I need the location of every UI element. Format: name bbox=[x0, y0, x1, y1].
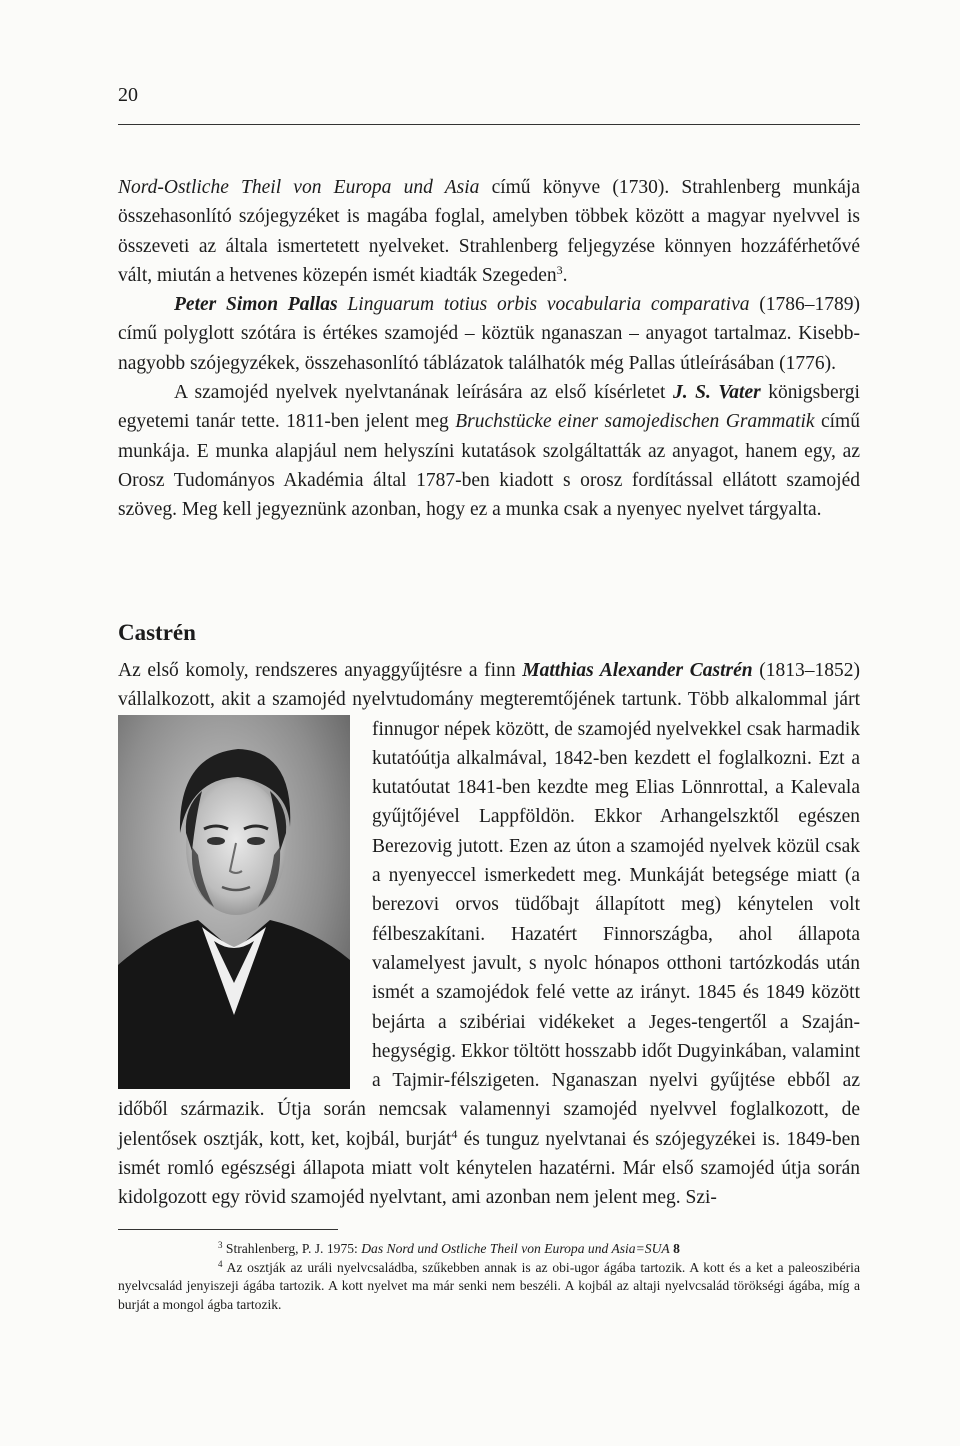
paragraph-text: A szamojéd nyelvek nyelvtanának leírására az első kísérletet bbox=[174, 382, 673, 404]
footnote-page: 8 bbox=[669, 1241, 680, 1256]
footnote-4 bbox=[118, 1259, 860, 1315]
paragraph-end: . bbox=[562, 264, 568, 286]
book-title: Nord-Ostliche Theil von Europa und Asia bbox=[118, 177, 480, 198]
paragraph-vater bbox=[118, 378, 860, 524]
paragraph-text: königsbergi egyetemi tanár tette. 1811-ben jelent meg bbox=[118, 382, 860, 433]
paragraph-pallas bbox=[118, 290, 860, 378]
paragraph-text: Az első komoly, rendszeres anyaggyűjtésre a finn bbox=[118, 660, 523, 681]
paragraph-text: és tunguz nyelvtanai és szójegyzékei is. 1849-ben ismét romló egészségi állapota miatt volt kénytelen hazatérni. Már első szamojéd útja során kidolgozott egy rövid szamojéd nyelvtant, ami azonban nem jelent meg. Szi- bbox=[118, 1128, 860, 1209]
paragraph-text: (1813–1852) vállalkozott, akit a szamojéd nyelvtudomány megteremtőjének tartunk. Több alkalommal járt finnugor népek között, de szamojéd nyelvekkel csak harmadik kutatóútja alkalmával, 1842-ben kezdett el foglalkozni. Ezt a kutatóutat 1841-ben kezdte meg Elias Lönnrottal, a Kalevala gyűjtőjével Lappföldön. Ekkor Arhangelszktől egészen Berezovig jutott. Ezen az úton a szamojéd nyelvek közül csak a nyenyeccel ismerkedett meg. Munkáját betegsége miatt (a berezovi orvos tüdőbajt állapított meg) kénytelen volt félbeszakítani. Hazatért Finnországba, ahol állapota valamelyest javult, s nyolc hónapos otthoni tartózkodás után ismét a szamojédok felé vette az irányt. 1845 és 1849 között bejárta a szibériai vidékeket a Jeges-tengertől a Szaján-hegységig. Ekkor töltött hosszabb időt Dugyinkában, valamint a Tajmir-félszigeten. Nganaszan nyelvi gyűjtése ebből az időből származik. Útja során nemcsak valamennyi szamojéd nyelvvel foglalkozott, de jelentősek osztják, kott, ket, kojbál, burját bbox=[118, 660, 860, 1150]
paragraph-text: (1786–1789) című polyglott szótára is értékes szamojéd – köztük nganaszan – anyagot tartalmaz. Kisebb-nagyobb szójegyzékek, összehasonlító táblázatok találhatók még Pallas útleírásában (1776). bbox=[118, 294, 861, 374]
footnote-text: Strahlenberg, P. J. 1975: bbox=[225, 1241, 362, 1256]
footnote-ref-4[interactable]: 4 bbox=[451, 1126, 458, 1141]
footnotes bbox=[118, 1240, 860, 1314]
author-name: Peter Simon Pallas bbox=[174, 294, 338, 316]
footnote-ref-3[interactable]: 3 bbox=[556, 262, 563, 277]
person-name: Matthias Alexander Castrén bbox=[522, 660, 753, 681]
section-heading: Castrén bbox=[118, 620, 196, 645]
paragraph-text: című munkája. E munka alapjául nem helyszíni kutatások szolgáltatták az anyagot, hanem egy, az Orosz Tudományos Akadémia által 1787-ben kiadott s orosz fordítással ellátott szamojéd szöveg. Meg kell jegyeznünk azonban, hogy ez a munka csak a nyenyec nyelvet tárgyalta. bbox=[118, 411, 860, 521]
header-rule bbox=[118, 124, 860, 125]
work-title: Linguarum totius orbis vocabularia comparativa bbox=[347, 294, 750, 316]
portrait-image bbox=[118, 715, 350, 1089]
paragraph-text: című könyve (1730). Strahlenberg munkája összehasonlító szójegyzéket is magába foglal, amelyben többek között a magyar nyelvvel is összeveti az általa ismertetett nyelveket. Strahlenberg feljegyzése könnyen hozzáférhetővé vált, miután a hetvenes közepén ismét kiadták Szegeden bbox=[118, 177, 860, 286]
castren-text bbox=[118, 656, 860, 1213]
footnote-text: Az osztják az uráli nyelvcsaládba, szűkebben annak is az obi-ugor ágába tartozik. A kott és a ket a paleoszibéria nyelvcsalád jenyiszeji ágába tartozik. A kott nyelvet ma már senki nem beszéli. A kojbál az altaji nyelvcsalád törökségi ágába, míg a burját a mongol ágba tartozik. bbox=[118, 1259, 860, 1312]
footnote-title: Das Nord und Ostliche Theil von Europa und Asia=SUA bbox=[361, 1241, 670, 1256]
paragraph-castren bbox=[118, 656, 860, 1213]
page-number: 20 bbox=[118, 84, 138, 106]
intro-text bbox=[118, 173, 860, 525]
footnote-3 bbox=[118, 1240, 860, 1259]
footnote-rule bbox=[118, 1229, 338, 1230]
footnote-marker: 4 bbox=[218, 1258, 223, 1269]
paragraph-strahlenberg bbox=[118, 173, 860, 290]
work-title: Bruchstücke einer samojedischen Grammatik bbox=[455, 411, 815, 433]
footnote-marker: 3 bbox=[218, 1240, 223, 1250]
author-name: J. S. Vater bbox=[672, 382, 761, 404]
